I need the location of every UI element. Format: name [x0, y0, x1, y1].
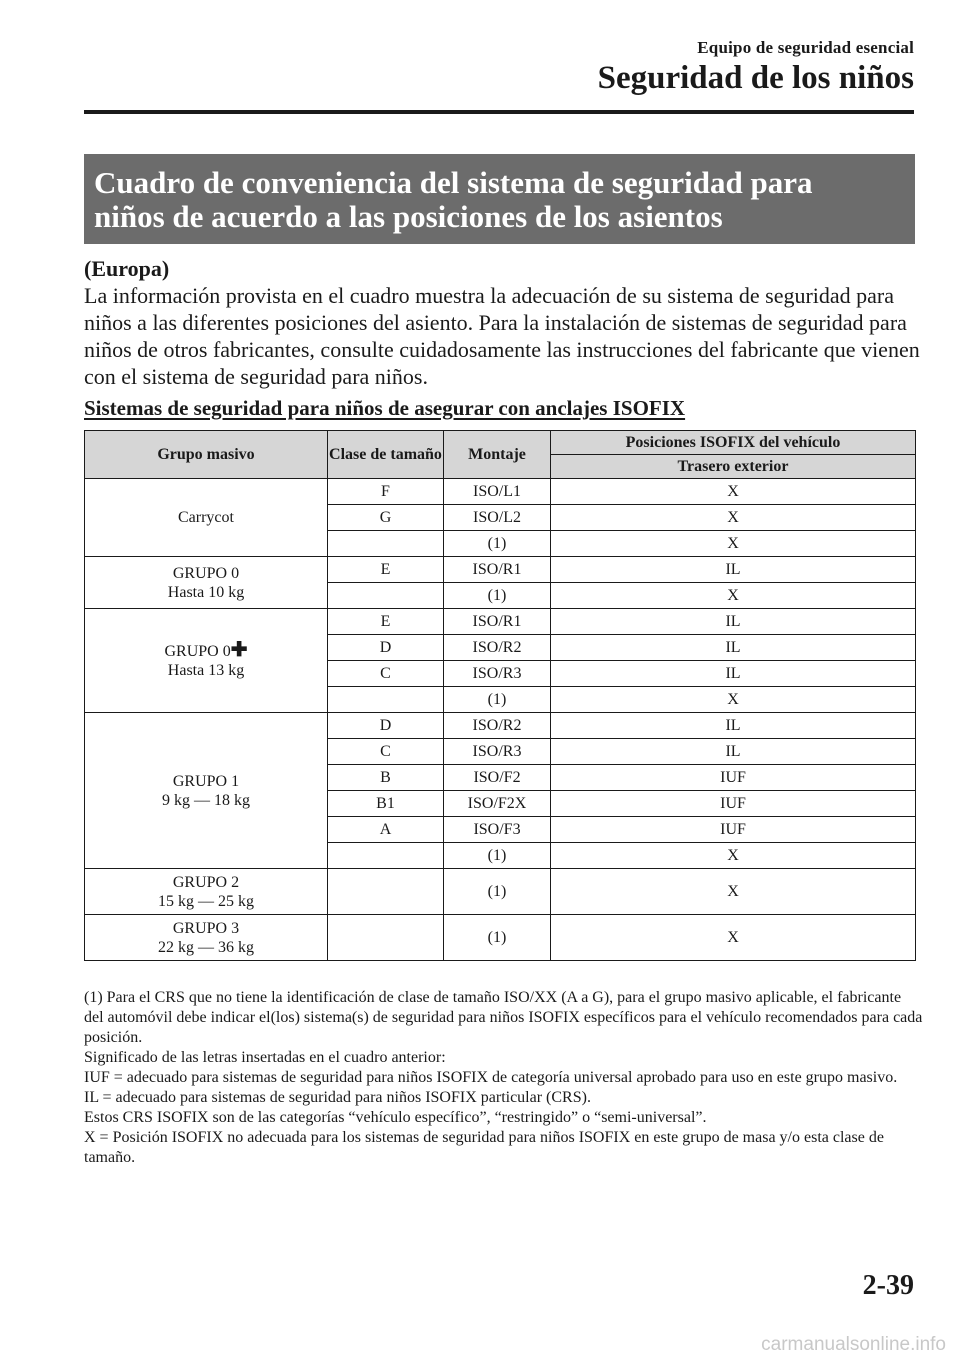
size-cell: A: [328, 817, 444, 843]
rear-cell: IUF: [551, 765, 916, 791]
rear-cell: X: [551, 843, 916, 869]
rear-cell: X: [551, 531, 916, 557]
group-weight: Hasta 10 kg: [167, 583, 245, 601]
group-name: GRUPO 1: [172, 772, 240, 790]
intro-paragraph: La información provista en el cuadro muestra la adecuación de su sistema de seguridad para niños a las diferentes posiciones del asiento. Para la instalación de sistemas de seguridad para niños de otros fabricantes, consulte cuidadosamente las instrucciones del fabricante que vienen con el sistema de seguridad para niños.: [84, 283, 920, 389]
footnote: (1) Para el CRS que no tiene la identificación de clase de tamaño ISO/XX (A a G), para el grupo masivo aplicable, el fabricante del automóvil debe indicar el(los) sistema(s) de seguridad para niños ISOFIX específicos para el vehículo recomendados para cada posición.: [84, 989, 923, 1046]
size-cell: B: [328, 765, 444, 791]
group-weight: 15 kg ― 25 kg: [158, 892, 254, 910]
group-name: Carrycot: [178, 509, 234, 526]
rear-cell: IL: [551, 661, 916, 687]
footnote: IUF = adecuado para sistemas de seguridad para niños ISOFIX de categoría universal aprobado para uso en este grupo masivo.: [84, 1069, 898, 1086]
region-label: (Europa): [84, 256, 170, 281]
size-cell: D: [328, 635, 444, 661]
running-header: [598, 38, 914, 97]
section-title-banner: [84, 154, 915, 244]
rear-cell: IL: [551, 713, 916, 739]
rear-cell: IL: [551, 739, 916, 765]
group-cell: [85, 479, 328, 557]
header-mount: Montaje: [444, 431, 551, 479]
rear-cell: IL: [551, 635, 916, 661]
group-weight: Hasta 13 kg: [167, 661, 245, 679]
table-row: [85, 713, 916, 739]
section-title-line1: Cuadro de conveniencia del sistema de seguridad para: [94, 165, 813, 200]
footnotes: [84, 988, 924, 1168]
size-cell: B1: [328, 791, 444, 817]
size-cell: [328, 869, 444, 915]
size-cell: D: [328, 713, 444, 739]
mount-cell: ISO/F2: [444, 765, 551, 791]
group-name: GRUPO 3: [172, 919, 240, 937]
mount-cell: ISO/R3: [444, 739, 551, 765]
mount-cell: ISO/R3: [444, 661, 551, 687]
size-cell: G: [328, 505, 444, 531]
rear-cell: X: [551, 479, 916, 505]
mount-cell: (1): [444, 843, 551, 869]
size-cell: [328, 843, 444, 869]
table-body: [85, 479, 916, 961]
mount-cell: (1): [444, 915, 551, 961]
size-cell: [328, 915, 444, 961]
group-cell: [85, 609, 328, 713]
rear-cell: X: [551, 583, 916, 609]
mount-cell: ISO/F2X: [444, 791, 551, 817]
mount-cell: (1): [444, 687, 551, 713]
table-row: [85, 915, 916, 961]
page-number: 2-39: [862, 1270, 914, 1301]
table-row: [85, 869, 916, 915]
header-size: Clase de tamaño: [328, 431, 444, 479]
size-cell: F: [328, 479, 444, 505]
group-cell: [85, 557, 328, 609]
table-subheading: Sistemas de seguridad para niños de asegurar con anclajes ISOFIX: [84, 396, 686, 420]
header-rule: [84, 110, 914, 114]
mount-cell: ISO/R1: [444, 609, 551, 635]
group-cell: [85, 713, 328, 869]
rear-cell: IL: [551, 609, 916, 635]
mount-cell: ISO/L1: [444, 479, 551, 505]
footnote: IL = adecuado para sistemas de seguridad para niños ISOFIX particular (CRS).: [84, 1089, 591, 1106]
size-cell: C: [328, 661, 444, 687]
header-title: Seguridad de los niños: [597, 60, 914, 96]
header-positions: Posiciones ISOFIX del vehículo: [551, 431, 916, 455]
rear-cell: X: [551, 687, 916, 713]
table-row: [85, 557, 916, 583]
group-weight: 22 kg ― 36 kg: [158, 938, 254, 956]
mount-cell: ISO/R2: [444, 635, 551, 661]
group-cell: [85, 869, 328, 915]
header-supertitle: Equipo de seguridad esencial: [697, 38, 914, 57]
mount-cell: ISO/R2: [444, 713, 551, 739]
watermark: carmanualsonline.info: [761, 1334, 946, 1355]
mount-cell: ISO/R1: [444, 557, 551, 583]
group-name: GRUPO 0: [164, 642, 231, 660]
footnote: Estos CRS ISOFIX son de las categorías “vehículo específico”, “restringido” o “semi-universal”.: [84, 1109, 707, 1126]
header-group: Grupo masivo: [85, 431, 328, 479]
group-weight: 9 kg ― 18 kg: [162, 791, 250, 809]
footnote: X = Posición ISOFIX no adecuada para los sistemas de seguridad para niños ISOFIX en este grupo de masa y/o esta clase de tamaño.: [84, 1129, 884, 1166]
plus-icon: ✚: [230, 638, 248, 661]
size-cell: E: [328, 609, 444, 635]
rear-cell: IUF: [551, 791, 916, 817]
rear-cell: IL: [551, 557, 916, 583]
mount-cell: (1): [444, 583, 551, 609]
group-cell: [85, 915, 328, 961]
size-cell: [328, 687, 444, 713]
mount-cell: (1): [444, 531, 551, 557]
size-cell: E: [328, 557, 444, 583]
mount-cell: (1): [444, 869, 551, 915]
rear-cell: X: [551, 869, 916, 915]
size-cell: C: [328, 739, 444, 765]
table-row: [85, 479, 916, 505]
size-cell: [328, 531, 444, 557]
table-row: [85, 609, 916, 635]
header-rear: Trasero exterior: [551, 455, 916, 479]
mount-cell: ISO/F3: [444, 817, 551, 843]
isofix-table: [84, 430, 916, 961]
section-title-line2: niños de acuerdo a las posiciones de los asientos: [94, 199, 723, 234]
rear-cell: X: [551, 505, 916, 531]
size-cell: [328, 583, 444, 609]
mount-cell: ISO/L2: [444, 505, 551, 531]
footnote: Significado de las letras insertadas en el cuadro anterior:: [84, 1049, 446, 1066]
group-name: GRUPO 0: [172, 564, 240, 582]
group-name: GRUPO 2: [172, 873, 240, 891]
rear-cell: IUF: [551, 817, 916, 843]
rear-cell: X: [551, 915, 916, 961]
